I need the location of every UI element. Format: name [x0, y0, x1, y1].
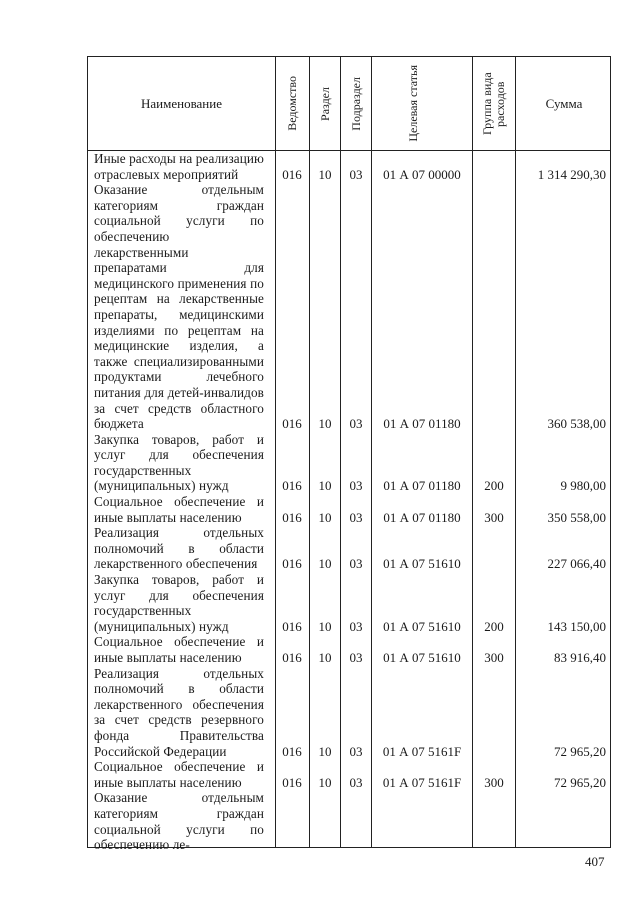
- row-summa: 72 965,20: [554, 743, 606, 759]
- row-razdel: 10: [318, 166, 332, 182]
- row-name: Закупка товаров, работ и услуг для обеспечения государственных (муниципальных) нужд: [94, 572, 264, 634]
- row-name: Оказание отдельным категориям граждан социальной услуги по обеспечению лекарственными препаратами для медицинского применения по рецептам на лекарственные препараты, медицинскими изделиями по рецептам на медицинские изделия, а также специализированными продуктами лечебного питания для детей-инвалидов за счет средств областного бюджета: [94, 182, 264, 432]
- row-razdel: 10: [318, 556, 332, 572]
- table-body: [88, 151, 610, 853]
- row-summa: 1 314 290,30: [537, 166, 606, 182]
- row-podrazdel: 03: [349, 509, 363, 525]
- row-razdel: 10: [318, 416, 332, 432]
- row-gruppa: 200: [484, 618, 504, 634]
- row-name: Иные расходы на реализацию отраслевых мероприятий: [94, 151, 264, 182]
- header-name-cell: [88, 57, 275, 150]
- row-vedomstvo: 016: [282, 416, 302, 432]
- row-summa: 72 965,20: [554, 774, 606, 790]
- row-razdel: 10: [318, 774, 332, 790]
- row-celevaya: 01 А 07 01180: [383, 509, 461, 525]
- table-row: [88, 182, 610, 432]
- table-row: [88, 790, 610, 852]
- row-podrazdel: 03: [349, 556, 363, 572]
- row-podrazdel: 03: [349, 416, 363, 432]
- table-row: [88, 634, 610, 665]
- row-razdel: 10: [318, 650, 332, 665]
- row-vedomstvo: 016: [282, 774, 302, 790]
- header-gruppa: Группа вида расходов: [480, 72, 507, 135]
- row-podrazdel: 03: [349, 774, 363, 790]
- header-vedomstvo-cell: [276, 57, 309, 150]
- header-razdel-cell: [310, 57, 340, 150]
- table-row: [88, 525, 610, 572]
- header-podrazdel-cell: [341, 57, 371, 150]
- row-summa: 350 558,00: [547, 509, 606, 525]
- row-vedomstvo: 016: [282, 743, 302, 759]
- row-podrazdel: 03: [349, 618, 363, 634]
- row-razdel: 10: [318, 478, 332, 494]
- header-celevaya: Целевая статья: [406, 65, 420, 142]
- row-razdel: 10: [318, 509, 332, 525]
- row-razdel: 10: [318, 618, 332, 634]
- row-gruppa: 300: [484, 650, 504, 665]
- row-name: Социальное обеспечение и иные выплаты населению: [94, 494, 264, 525]
- row-vedomstvo: 016: [282, 650, 302, 665]
- row-vedomstvo: 016: [282, 166, 302, 182]
- row-vedomstvo: 016: [282, 618, 302, 634]
- header-summa-cell: [516, 57, 612, 150]
- row-name: Социальное обеспечение и иные выплаты населению: [94, 759, 264, 790]
- header-name: Наименование: [141, 95, 222, 111]
- row-razdel: 10: [318, 743, 332, 759]
- row-celevaya: 01 А 07 51610: [383, 650, 461, 665]
- row-summa: 9 980,00: [560, 478, 606, 494]
- row-gruppa: 200: [484, 478, 504, 494]
- row-vedomstvo: 016: [282, 478, 302, 494]
- row-name: Реализация отдельных полномочий в области лекарственного обеспечения: [94, 525, 264, 572]
- table-row: [88, 759, 610, 790]
- table-row: [88, 151, 610, 182]
- row-vedomstvo: 016: [282, 509, 302, 525]
- budget-table: [87, 56, 611, 853]
- row-name: Оказание отдельным категориям граждан социальной услуги по обеспечению ле-: [94, 790, 264, 853]
- table-row: [88, 494, 610, 525]
- header-razdel: Раздел: [317, 86, 332, 121]
- row-podrazdel: 03: [349, 478, 363, 494]
- row-celevaya: 01 А 07 51610: [383, 618, 461, 634]
- row-celevaya: 01 А 07 5161F: [382, 774, 462, 790]
- row-celevaya: 01 А 07 01180: [383, 416, 461, 432]
- row-celevaya: 01 А 07 51610: [383, 556, 461, 572]
- row-gruppa: 300: [484, 509, 504, 525]
- row-name: Социальное обеспечение и иные выплаты населению: [94, 634, 264, 665]
- row-gruppa: 300: [484, 774, 504, 790]
- row-summa: 83 916,40: [554, 650, 606, 665]
- header-celevaya-cell: [372, 57, 472, 150]
- row-summa: 227 066,40: [547, 556, 606, 572]
- page-number: 407: [585, 854, 605, 869]
- header-podrazdel: Подраздел: [348, 76, 363, 131]
- row-podrazdel: 03: [349, 166, 363, 182]
- table-row: [88, 432, 610, 494]
- row-name: Реализация отдельных полномочий в области лекарственного обеспечения за счет средств резервного фонда Правительства Российской Федерации: [94, 665, 264, 759]
- table-row: [88, 572, 610, 634]
- row-summa: 360 538,00: [547, 416, 606, 432]
- row-celevaya: 01 А 07 00000: [383, 166, 461, 182]
- header-gruppa-cell: [473, 57, 515, 150]
- row-podrazdel: 03: [349, 650, 363, 665]
- header-vedomstvo: Ведомство: [285, 76, 299, 131]
- row-name: Закупка товаров, работ и услуг для обеспечения государственных (муниципальных) нужд: [94, 431, 264, 494]
- row-celevaya: 01 А 07 01180: [383, 478, 461, 494]
- row-podrazdel: 03: [349, 743, 363, 759]
- row-summa: 143 150,00: [547, 618, 606, 634]
- row-vedomstvo: 016: [282, 556, 302, 572]
- row-celevaya: 01 А 07 5161F: [382, 743, 462, 759]
- header-summa: Сумма: [545, 95, 583, 111]
- table-row: [88, 666, 610, 760]
